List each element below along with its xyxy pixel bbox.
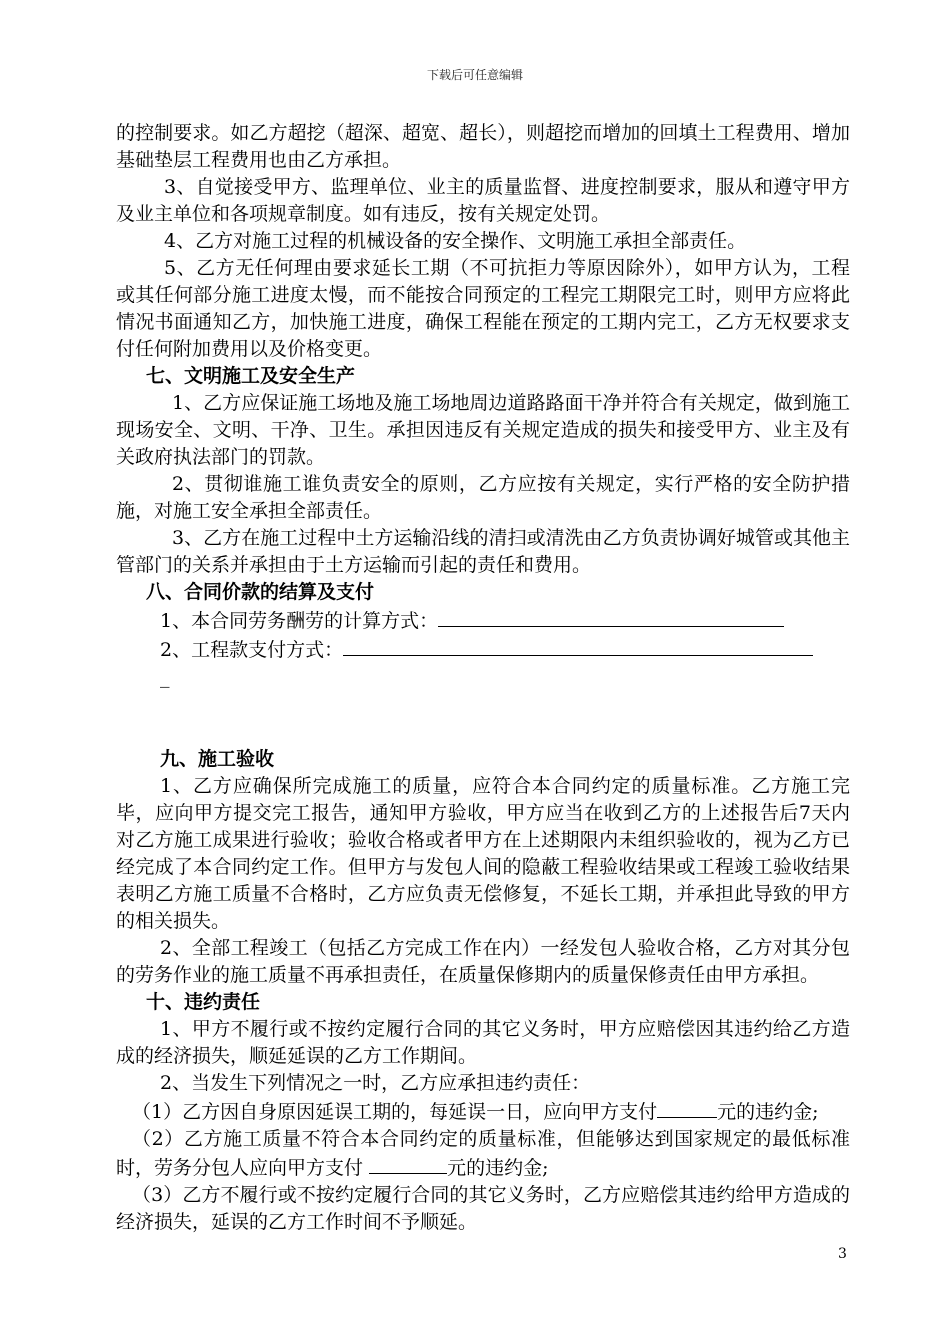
- paragraph: 2、贯彻谁施工谁负责安全的原则，乙方应按有关规定，实行严格的安全防护措施，对施工安全承担全部责任。: [116, 473, 850, 522]
- paragraph: [116, 606, 850, 635]
- penalty-blank: [657, 1097, 717, 1118]
- paragraph: 1、乙方应保证施工场地及施工场地周边道路路面干净并符合有关规定，做到施工现场安全、文明、干净、卫生。承担因违反有关规定造成的损失和接受甲方、业主及有关政府执法部门的罚款。: [116, 392, 850, 468]
- clause-text: （2）乙方施工质量不符合本合同约定的质量标准，但能够达到国家规定的最低标准时，劳务分包人应向甲方支付: [116, 1128, 850, 1179]
- section-heading: 十、违约责任: [146, 991, 261, 1013]
- page-header: 下载后可任意编辑: [426, 68, 523, 82]
- paragraph: 的控制要求。如乙方超挖（超深、超宽、超长），则超挖而增加的回填土工程费用、增加基础垫层工程费用也由乙方承担。: [116, 122, 850, 171]
- section-heading: 七、文明施工及安全生产: [146, 365, 356, 387]
- paragraph: 1、乙方应确保所完成施工的质量，应符合本合同约定的质量标准。乙方施工完毕，应向甲方提交完工报告，通知甲方验收，甲方应当在收到乙方的上述报告后7天内对乙方施工成果进行验收；验收合格或者甲方在上述期限内未组织验收的，视为乙方已经完成了本合同约定工作。但甲方与发包人间的隐蔽工程验收结果或工程竣工验收结果表明乙方施工质量不合格时，乙方应负责无偿修复，不延长工期，并承担此导致的甲方的相关损失。: [116, 775, 850, 932]
- section-heading: 九、施工验收: [160, 748, 275, 770]
- paragraph: （3）乙方不履行或不按约定履行合同的其它义务时，乙方应赔偿其违约给甲方造成的经济损失，延误的乙方工作时间不予顺延。: [116, 1184, 850, 1233]
- paragraph: 2、全部工程竣工（包括乙方完成工作在内）一经发包人验收合格，乙方对其分包的劳务作业的施工质量不再承担责任，在质量保修期内的质量保修责任由甲方承担。: [116, 937, 850, 986]
- document-body: [116, 120, 850, 1236]
- paragraph: [116, 1097, 850, 1126]
- clause-text: 元的违约金;: [717, 1101, 819, 1123]
- section-heading: 八、合同价款的结算及支付: [146, 581, 375, 603]
- penalty-blank: [369, 1153, 447, 1174]
- paragraph: [116, 635, 850, 664]
- paragraph: 1、甲方不履行或不按约定履行合同的其它义务时，甲方应赔偿因其违约给乙方造成的经济损失，顺延延误的乙方工作期间。: [116, 1018, 850, 1067]
- payment-method-blank: [343, 635, 813, 656]
- payment-calc-blank: [438, 606, 784, 627]
- spacer: [116, 691, 850, 746]
- clause-text: （1）乙方因自身原因延误工期的，每延误一日，应向甲方支付: [132, 1101, 658, 1123]
- paragraph: [116, 1126, 850, 1182]
- payment-method-label: 2、工程款支付方式：: [160, 639, 344, 661]
- paragraph: 5、乙方无任何理由要求延长工期（不可抗拒力等原因除外），如甲方认为，工程或其任何部分施工进度太慢，而不能按合同预定的工程完工期限完工时，则甲方应将此情况书面通知乙方，加快施工进度，确保工程能在预定的工期内完工，乙方无权要求支付任何附加费用以及价格变更。: [116, 257, 850, 360]
- trailing-underscore: _: [160, 666, 170, 688]
- paragraph: 4、乙方对施工过程的机械设备的安全操作、文明施工承担全部责任。: [164, 230, 747, 252]
- paragraph: 2、当发生下列情况之一时，乙方应承担违约责任：: [160, 1072, 591, 1094]
- paragraph: 3、自觉接受甲方、监理单位、业主的质量监督、进度控制要求，服从和遵守甲方及业主单位和各项规章制度。如有违反，按有关规定处罚。: [116, 176, 850, 225]
- paragraph: 3、乙方在施工过程中土方运输沿线的清扫或清洗由乙方负责协调好城管或其他主管部门的关系并承担由于土方运输而引起的责任和费用。: [116, 527, 850, 576]
- page-number: 3: [838, 1246, 847, 1262]
- clause-text: 元的违约金;: [447, 1157, 549, 1179]
- payment-calc-label: 1、本合同劳务酬劳的计算方式：: [160, 610, 439, 632]
